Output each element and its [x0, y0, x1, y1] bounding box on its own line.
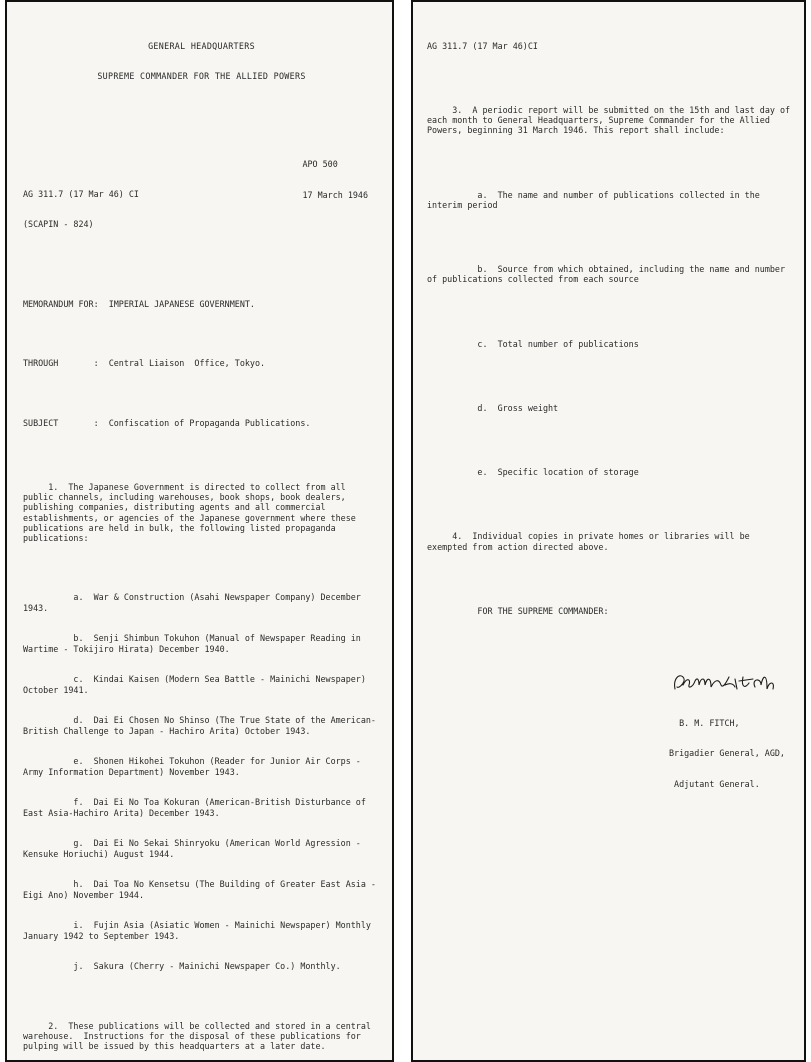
list-item: e. Specific location of storage: [427, 467, 639, 477]
list-item: i. Fujin Asia (Asiatic Women - Mainichi Newspaper) Monthly January 1942 to September 1943.: [23, 920, 376, 941]
paragraph-4: 4. Individual copies in private homes or libraries will be exempted from action directed above.: [427, 531, 755, 552]
list-item: a. The name and number of publications collected in the interim period: [427, 189, 765, 210]
list-item: g. Dai Ei No Sekai Shinryoku (American World Agression - Kensuke Horiuchi) August 1944.: [23, 838, 366, 859]
header-line-1: GENERAL HEADQUARTERS: [148, 40, 255, 51]
signatory-name: B. M. FITCH,: [669, 717, 740, 728]
signatory-title: Adjutant General.: [669, 779, 760, 789]
list-item: b. Source from which obtained, including the name and number of publications collected from each source: [427, 264, 791, 285]
handwritten-signature: [669, 667, 787, 697]
list-item: d. Gross weight: [427, 402, 559, 413]
reference-number: AG 311.7 (17 Mar 46) CI: [23, 188, 139, 199]
reference-number: AG 311.7 (17 Mar 46)CI: [427, 40, 538, 51]
paragraph-2: 2. These publications will be collected and stored in a central warehouse. Instructions for the disposal of these publications for pulping will be issued by this headquarters at a later date.: [23, 1020, 376, 1051]
apo-number: APO 500: [302, 159, 338, 169]
paragraph-1: 1. The Japanese Government is directed to collect from all public channels, including warehouses, book shops, book dealers, publishing companies, distributing agents and all commercial establishments, or agencies of the Japanese government where these publications are held in bulk, the following listed propaganda publications:: [23, 481, 361, 543]
document-page-right: [411, 0, 806, 1062]
list-item: d. Dai Ei Chosen No Shinso (The True State of the American-British Challenge to Japan - Hachiro Arita) October 1943.: [23, 715, 376, 736]
list-item: b. Senji Shimbun Tokuhon (Manual of Newspaper Reading in Wartime - Tokijiro Hirata) December 1940.: [23, 633, 366, 654]
list-item: f. Dai Ei No Toa Kokuran (American-British Disturbance of East Asia-Hachiro Arita) December 1943.: [23, 797, 371, 818]
reference-block: [23, 139, 380, 251]
list-item: h. Dai Toa No Kensetsu (The Building of Greater East Asia - Eigi Ano) November 1944.: [23, 879, 381, 900]
memo-for-line: MEMORANDUM FOR: IMPERIAL JAPANESE GOVERNMENT.: [23, 299, 255, 309]
list-item: a. War & Construction (Asahi Newspaper Company) December 1943.: [23, 592, 366, 613]
subject-line: SUBJECT : Confiscation of Propaganda Publications.: [23, 417, 311, 428]
list-item: c. Kindai Kaisen (Modern Sea Battle - Mainichi Newspaper) October 1941.: [23, 674, 371, 695]
document-date: 17 March 1946: [302, 189, 368, 200]
list-item: j. Sakura (Cherry - Mainichi Newspaper Co.) Monthly.: [23, 961, 341, 972]
signatory-rank: Brigadier General, AGD,: [669, 748, 785, 759]
through-line: THROUGH : Central Liaison Office, Tokyo.: [23, 358, 266, 369]
list-item: e. Shonen Hikohei Tokuhon (Reader for Junior Air Corps - Army Information Department) November 1943.: [23, 756, 366, 777]
list-item: c. Total number of publications: [427, 338, 639, 349]
paragraph-3: 3. A periodic report will be submitted on the 15th and last day of each month to General Headquarters, Supreme Commander for the Allied Powers, beginning 31 March 1946. This report shall include:: [427, 104, 796, 136]
document-page-left: [5, 0, 394, 1062]
scapin-number: (SCAPIN - 824): [23, 219, 94, 230]
closing-line: FOR THE SUPREME COMMANDER:: [427, 605, 609, 616]
header-line-2: SUPREME COMMANDER FOR THE ALLIED POWERS: [97, 71, 306, 82]
signature-block: [669, 647, 792, 810]
